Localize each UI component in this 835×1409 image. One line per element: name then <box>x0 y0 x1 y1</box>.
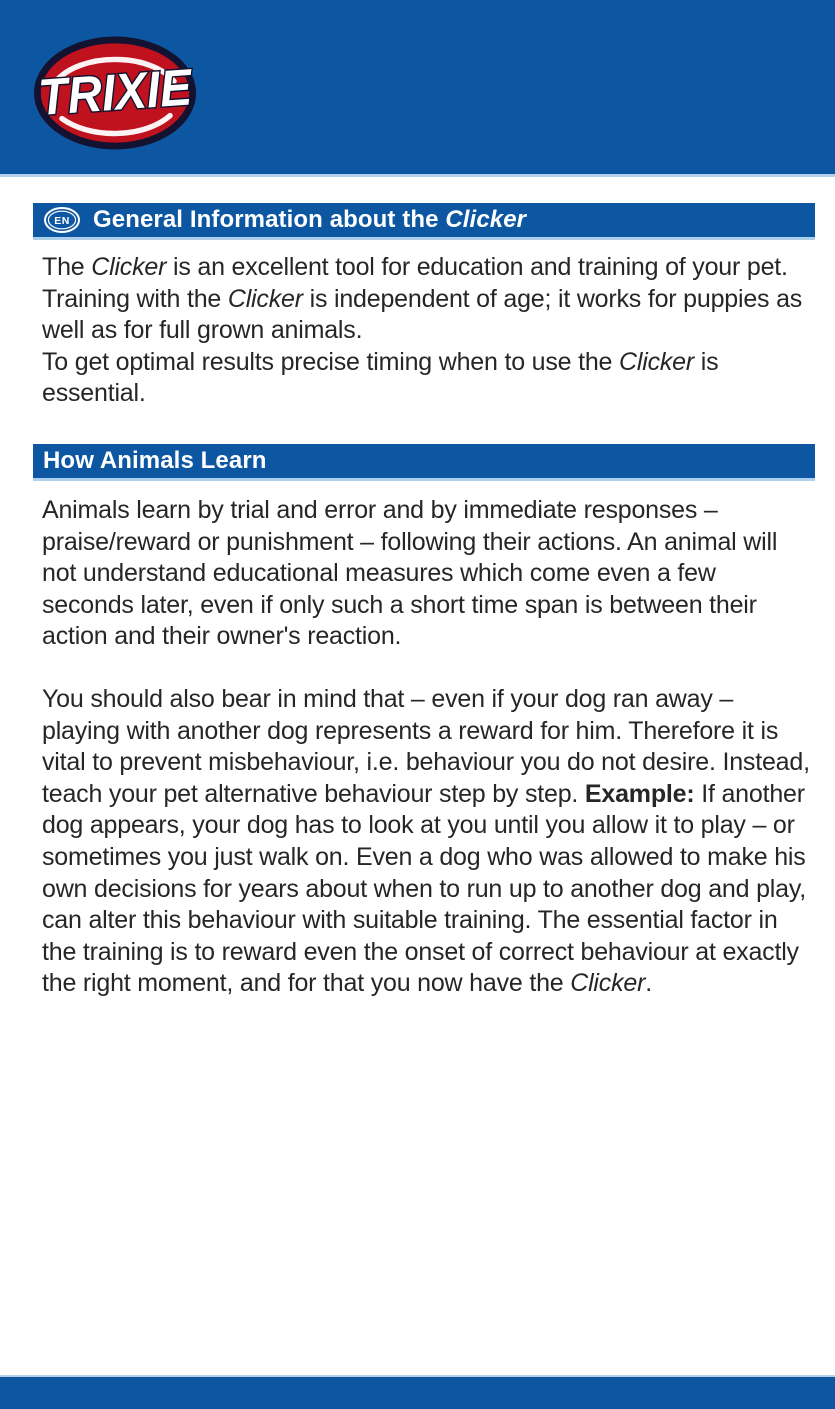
section-body <box>33 495 815 1000</box>
section-how-animals-learn <box>33 444 815 1000</box>
trixie-logo <box>32 36 200 150</box>
section-general-information <box>33 203 815 410</box>
page-content <box>0 203 835 1000</box>
paragraph: You should also bear in mind that – even if your dog ran away – playing with another dog represents a reward for him. Therefore it is vital to prevent misbehaviour, i.e. behaviour you do not desire. Instead, teach your pet alternative behaviour step by step. Example: If another dog appears, your dog has to look at you until you allow it to play – or sometimes you just walk on. Even a dog who was allowed to make his own decisions for years about when to run up to another dog and play, can alter this behaviour with suitable training. The essential factor in the training is to reward even the onset of correct behaviour at exactly the right moment, and for that you now have the Clicker. <box>42 684 810 998</box>
paragraph: The Clicker is an excellent tool for education and training of your pet. Training with the Clicker is independent of age; it works for puppies as well as for full grown animals. <box>42 253 803 345</box>
section-body <box>33 252 815 410</box>
section-header-general-information <box>33 203 815 240</box>
paragraph: Animals learn by trial and error and by immediate responses – praise/reward or punishment – following their actions. An animal will not understand educational measures which come even a few seconds later, even if only such a short time span is between their action and their owner's reaction. <box>42 495 778 651</box>
section-header-how-animals-learn <box>33 444 815 481</box>
trixie-logo-icon <box>32 36 200 150</box>
en-badge-label: EN <box>54 215 70 227</box>
section-title: General Information about the Clicker <box>93 206 527 233</box>
section-title: How Animals Learn <box>43 446 267 474</box>
bottom-band <box>0 1375 835 1409</box>
trixie-logo-text: TRIXIE <box>36 57 200 126</box>
paragraph: To get optimal results precise timing when to use the Clicker is essential. <box>42 347 719 408</box>
top-brand-band <box>0 0 835 177</box>
en-language-badge-icon <box>43 206 81 234</box>
